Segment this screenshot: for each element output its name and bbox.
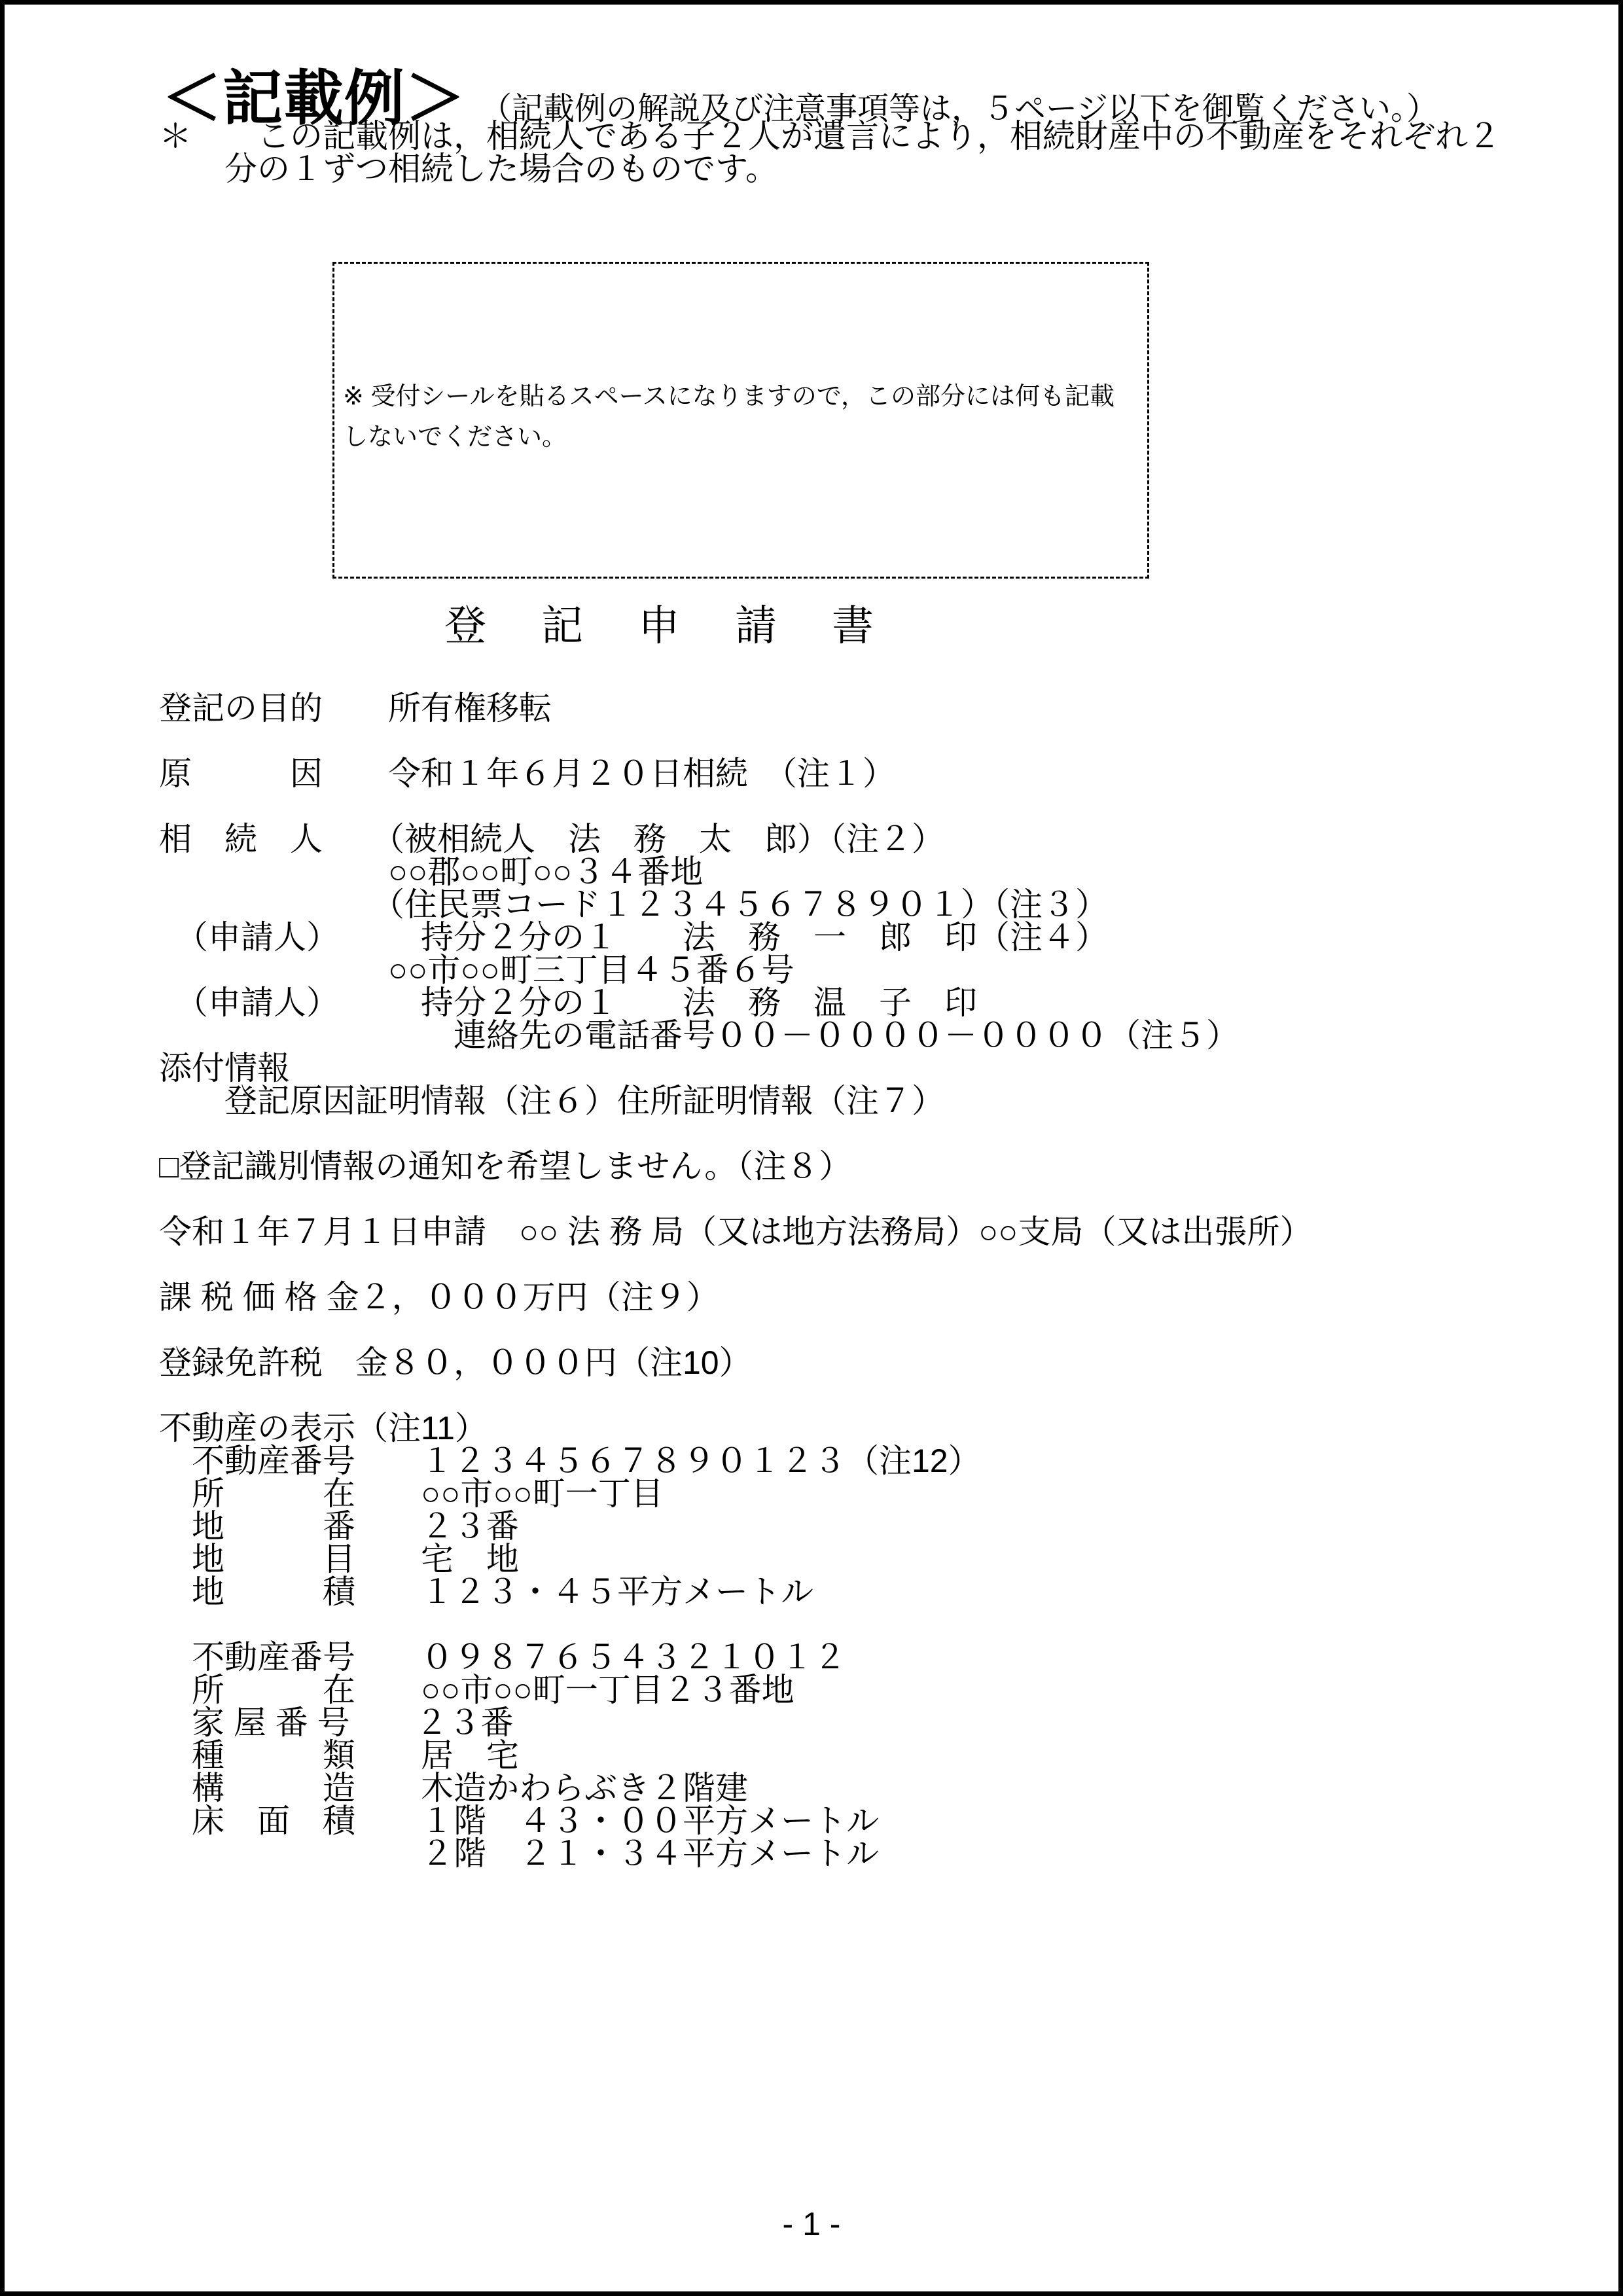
doc-line: ○○郡○○町○○３４番地 xyxy=(159,853,704,890)
page-number: - 1 - xyxy=(782,2206,841,2242)
doc-line xyxy=(159,1183,1312,1215)
doc-line xyxy=(159,790,1312,823)
doc-line: （住民票コード１２３４５６７８９０１）（注３） xyxy=(159,886,1108,923)
reception-seal-box xyxy=(332,262,1149,579)
doc-line-attachments-label: 添付情報 xyxy=(159,1050,290,1086)
doc-line-taxable-value: 課 税 価 格 金２，０００万円（注９） xyxy=(159,1279,719,1316)
doc-line xyxy=(159,1608,1312,1641)
doc-line xyxy=(159,1314,1312,1346)
doc-line-property2-structure: 構 造 木造かわらぶき２階建 xyxy=(159,1770,748,1806)
document-title: 登 記 申 請 書 xyxy=(444,602,880,649)
doc-line-property-header: 不動産の表示（注11） xyxy=(159,1410,488,1446)
doc-line-property2-floor2: ２階 ２１・３４平方メートル xyxy=(159,1835,879,1872)
example-heading: ＜記載例＞ xyxy=(162,65,467,132)
doc-line-property1-lot: 地 番 ２３番 xyxy=(159,1508,519,1545)
doc-line-heir: 相 続 人 （被相続人 法 務 太 郎）（注２） xyxy=(159,821,944,857)
seal-note-line: しないでください。 xyxy=(343,423,567,451)
description-line: ＊ この記載例は，相続人である子２人が遺言により，相続財産中の不動産をそれぞれ２ xyxy=(159,118,1501,154)
doc-line xyxy=(159,725,1312,757)
doc-line-property1-location: 所 在 ○○市○○町一丁目 xyxy=(159,1475,664,1512)
doc-line-property1-number: 不動産番号 １２３４５６７８９０１２３（注12） xyxy=(159,1443,981,1479)
doc-line-attachments: 登記原因証明情報（注６）住所証明情報（注７） xyxy=(159,1083,944,1119)
doc-line-cause: 原 因 令和１年６月２０日相続 （注１） xyxy=(159,755,895,792)
doc-line-property1-category: 地 目 宅 地 xyxy=(159,1541,519,1577)
document-body xyxy=(159,692,1312,1870)
doc-line-property1-area: 地 積 １２３・４５平方メートル xyxy=(159,1573,813,1610)
doc-line-id-notice-checkbox: □登記識別情報の通知を希望しません。（注８） xyxy=(159,1148,852,1185)
doc-line xyxy=(159,1248,1312,1281)
doc-line xyxy=(159,1117,1312,1150)
seal-note-line: ※ 受付シールを貼るスペースになりますので，この部分には何も記載 xyxy=(343,383,1115,410)
doc-line-purpose: 登記の目的 所有権移転 xyxy=(159,690,552,726)
doc-line-applicant-2: （申請人） 持分２分の１ 法 務 温 子 印 xyxy=(159,984,977,1021)
description-line: 分の１ずつ相続した場合のものです。 xyxy=(159,151,778,187)
doc-line-registration-tax: 登録免許税 金８０，０００円（注10） xyxy=(159,1344,752,1381)
doc-line-applicant-1: （申請人） 持分２分の１ 法 務 一 郎 印（注４） xyxy=(159,919,1108,956)
doc-line-phone: 連絡先の電話番号００－００００－００００（注５） xyxy=(159,1017,1239,1054)
doc-line-property2-house-number: 家 屋 番 号 ２３番 xyxy=(159,1704,514,1741)
doc-line-application-date: 令和１年７月１日申請 ○○ 法 務 局（又は地方法務局）○○支局（又は出張所） xyxy=(159,1213,1313,1250)
reception-seal-note xyxy=(343,376,1115,457)
doc-line: ○○市○○町三丁目４５番６号 xyxy=(159,952,794,988)
doc-line-property2-location: 所 在 ○○市○○町一丁目２３番地 xyxy=(159,1672,794,1708)
doc-line-property2-type: 種 類 居 宅 xyxy=(159,1737,519,1774)
doc-line xyxy=(159,1379,1312,1412)
doc-line-property2-floor1: 床 面 積 １階 ４３・００平方メートル xyxy=(159,1803,879,1839)
example-description xyxy=(159,120,1501,185)
example-note: （記載例の解説及び注意事項等は，５ページ以下を御覧ください。） xyxy=(480,92,1438,126)
doc-line-property2-number: 不動産番号 ０９８７６５４３２１０１２ xyxy=(159,1639,846,1676)
